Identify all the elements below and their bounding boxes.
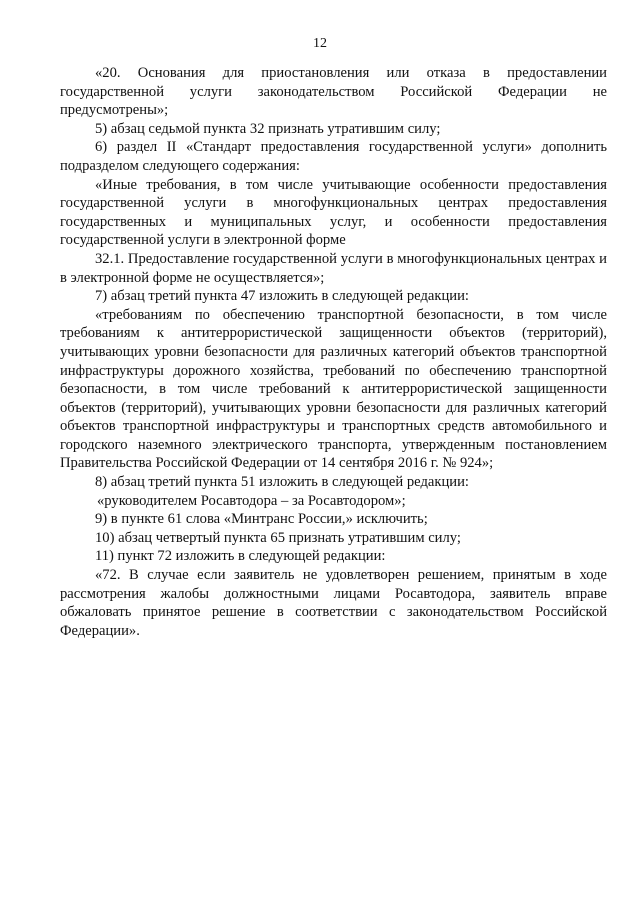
paragraph-amendment-11: 11) пункт 72 изложить в следующей редакции: (95, 548, 386, 565)
paragraph-amendment-10: 10) абзац четвертый пункта 65 признать утратившим силу; (95, 529, 461, 546)
paragraph-amendment-9: 9) в пункте 61 слова «Минтранс России,» исключить; (95, 511, 428, 528)
paragraph-amendment-5: 5) абзац седьмой пункта 32 признать утратившим силу; (95, 120, 441, 137)
paragraph-subsection-title: «Иные требования, в том числе учитывающие особенности предоставления государственной услуги в многофункциональных центрах предоставления государственных и муниципальных услуг, и особенности предоставления государственной услуги в электронной форме (60, 176, 607, 249)
document-body (60, 64, 607, 640)
page-number: 12 (313, 36, 327, 51)
paragraph-transport-security: «требованиям по обеспечению транспортной безопасности, в том числе требованиям к антитеррористической защищенности объектов (территорий), учитывающих уровни безопасности для различных категорий объектов транспортной инфраструктуры дорожного хозяйства, требований по обеспечению транспортной безопасности, в том числе требований к антитеррористической защищенности объектов (территорий), учитывающих уровни безопасности для различных категорий объектов транспортной инфраструктуры и транспортных средств автомобильного и городского наземного электрического транспорта, утвержденным постановлением Правительства Российской Федерации от 14 сентября 2016 г. № 924»; (60, 306, 607, 472)
paragraph-item-20-quote: «20. Основания для приостановления или отказа в предоставлении государственной услуги законодательством Российской Федерации не предусмотрены»; (60, 65, 607, 119)
paragraph-item-32-1: 32.1. Предоставление государственной услуги в многофункциональных центрах и в электронной форме не осуществляется»; (60, 250, 607, 286)
paragraph-rosavtodor-quote: «руководителем Росавтодора – за Росавтодором»; (97, 492, 406, 509)
paragraph-amendment-6: 6) раздел II «Стандарт предоставления государственной услуги» дополнить подразделом следующего содержания: (60, 139, 607, 174)
paragraph-amendment-8: 8) абзац третий пункта 51 изложить в следующей редакции: (95, 474, 469, 491)
paragraph-amendment-7: 7) абзац третий пункта 47 изложить в следующей редакции: (95, 288, 469, 305)
paragraph-item-72-quote: «72. В случае если заявитель не удовлетворен решением, принятым в ходе рассмотрения жалобы должностными лицами Росавтодора, заявитель вправе обжаловать принятое решение в соответствии с законодательством Российской Федерации». (60, 567, 607, 639)
